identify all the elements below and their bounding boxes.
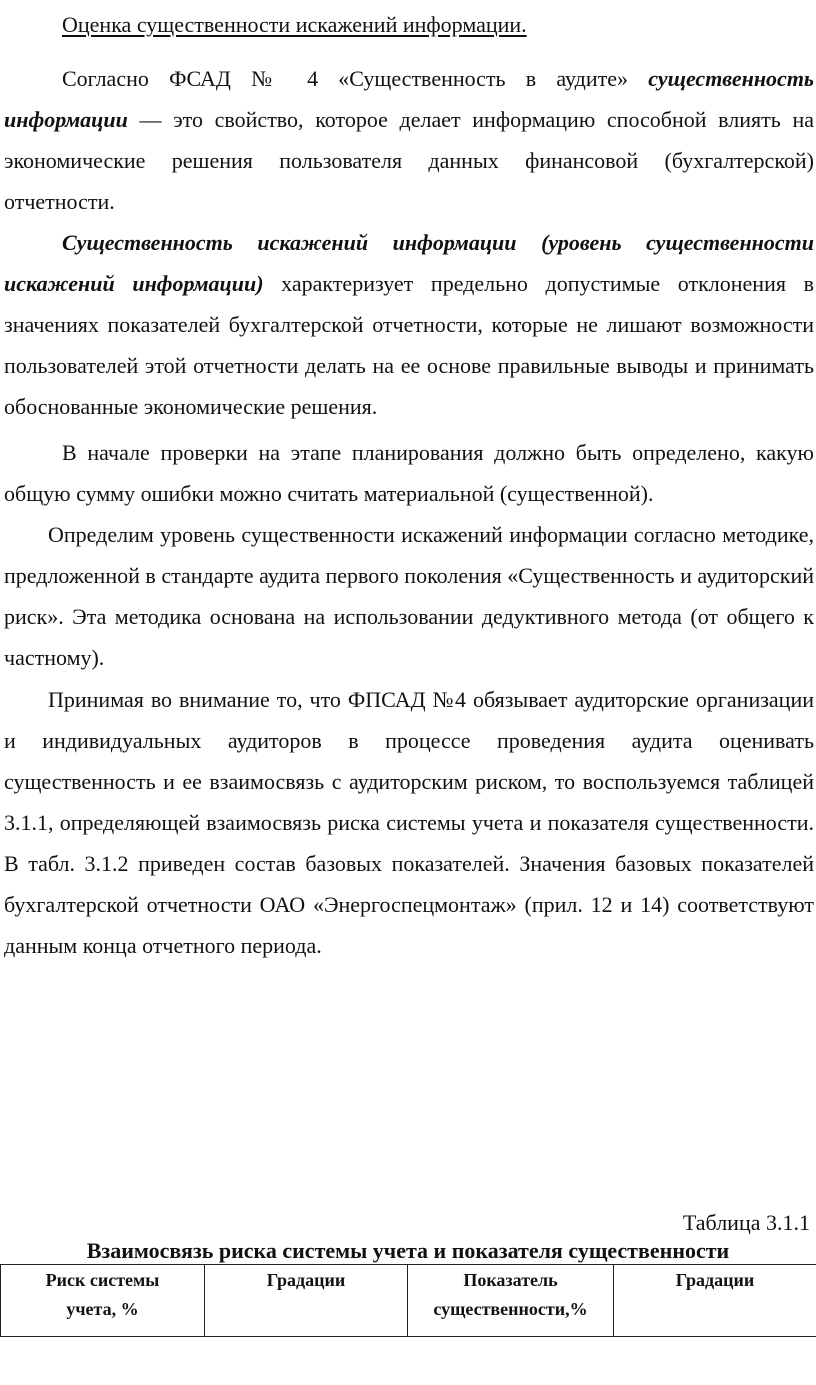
table-number-label: Таблица 3.1.1 (682, 1210, 810, 1235)
paragraph-planning-stage: В начале проверки на этапе планирования должно быть определено, какую общую сумму ошибки можно считать материальной (существенной). (4, 440, 814, 506)
header-cell-materiality-indicator (408, 1265, 614, 1337)
table-header-row (1, 1265, 816, 1337)
header-text: учета, % (66, 1299, 139, 1319)
header-cell-gradations-2: Градации (614, 1265, 816, 1337)
paragraph-methodology: Определим уровень существенности искажений информации согласно методике, предложенной в стандарте аудита первого поколения «Существенность и аудиторский риск». Эта методика основана на использовании дедуктивного метода (от общего к частному). (4, 522, 814, 670)
table-title: Взаимосвязь риска системы учета и показателя существенности (86, 1238, 730, 1263)
header-text: существенности,% (433, 1299, 588, 1319)
paragraph-fpsad-requirement: Принимая во внимание то, что ФПСАД №4 обязывает аудиторские организации и индивидуальных аудиторов в процессе проведения аудита оценивать существенность и ее взаимосвязь с аудиторским риском, то воспользуемся таблицей 3.1.1, определяющей взаимосвязь риска системы учета и показателя существенности. В табл. 3.1.2 приведен состав базовых показателей. Значения базовых показателей бухгалтерской отчетности ОАО «Энергоспецмонтаж» (прил. 12 и 14) соответствуют данным конца отчетного периода. (4, 687, 814, 958)
paragraph-distortion-materiality (4, 222, 814, 427)
paragraph-definition-materiality (4, 58, 814, 222)
header-text: Показатель (463, 1270, 558, 1290)
paragraph-lead-text: Согласно ФСАД № 4 «Существенность в аудите» (62, 66, 649, 91)
risk-materiality-table (0, 1264, 816, 1337)
section-heading: Оценка существенности искажений информации. (62, 12, 527, 37)
paragraph-rest-text: характеризует предельно допустимые отклонения в значениях показателей бухгалтерской отчетности, которые не лишают возможности пользователей этой отчетности делать на ее основе правильные выводы и принимать обоснованные экономические решения. (4, 271, 814, 419)
header-cell-accounting-risk (1, 1265, 205, 1337)
emphasized-term: Существенность искажений информации (уровень существенности искажений информации) (4, 230, 814, 296)
emphasized-term: существенность информации (4, 66, 814, 132)
header-text: Риск системы (45, 1270, 160, 1290)
paragraph-rest-text: — это свойство, которое делает информацию способной влиять на экономические решения пользователя данных финансовой (бухгалтерской) отчетности. (4, 107, 814, 214)
header-cell-gradations: Градации (205, 1265, 408, 1337)
